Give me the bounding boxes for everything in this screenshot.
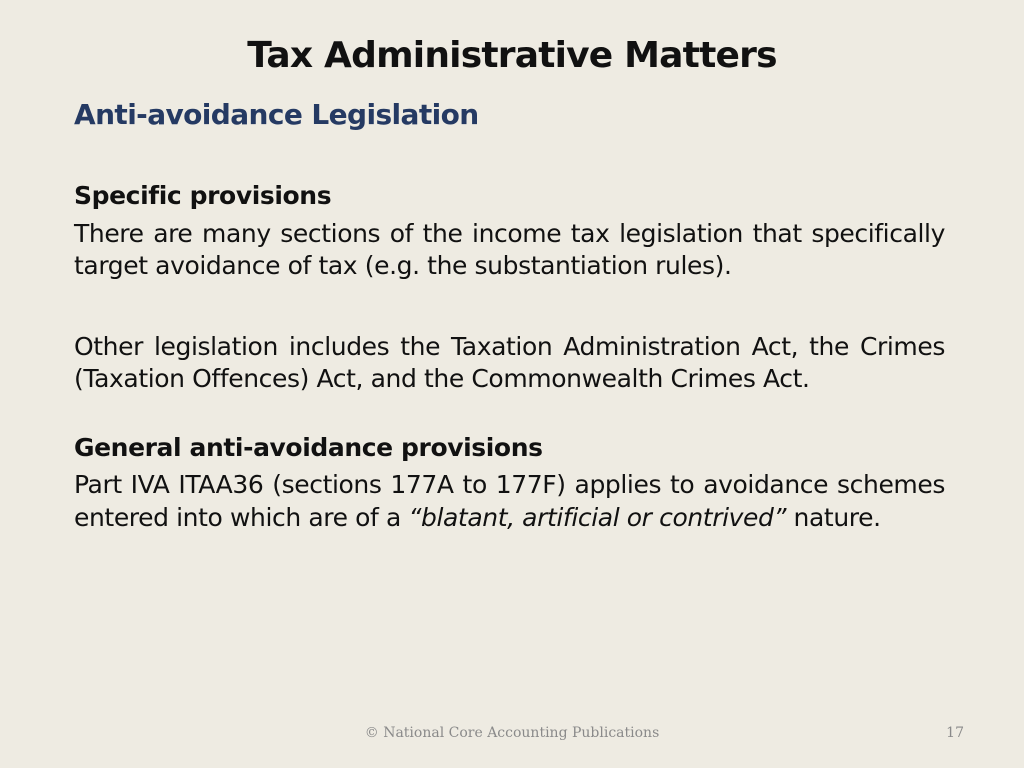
general-provisions-heading: General anti-avoidance provisions [74,432,543,462]
other-legislation-paragraph: Other legislation includes the Taxation Administration Act, the Crimes (Taxation Offences) Act, and the Commonwealth Crimes Act. [74,331,945,393]
paragraph-spacer [74,283,945,331]
page-number: 17 [946,725,964,741]
slide-body [74,180,945,534]
section-spacer [74,396,945,432]
part-iva-paragraph [74,469,945,534]
part-iva-text: Part IVA ITAA36 (sections 177A to 177F) applies to avoidance schemes entered into which are of a [74,470,945,532]
specific-provisions-paragraph: There are many sections of the income tax legislation that specifically target avoidance of tax (e.g. the substantiation rules). [74,218,945,280]
part-iva-quote: “blatant, artificial or contrived” [408,502,787,532]
slide-title: Tax Administrative Matters [247,35,777,76]
part-iva-text-end: nature. [786,502,881,532]
footer-copyright: © National Core Accounting Publications [364,725,660,741]
specific-provisions-heading: Specific provisions [74,181,332,210]
slide-subtitle: Anti-avoidance Legislation [74,98,479,131]
